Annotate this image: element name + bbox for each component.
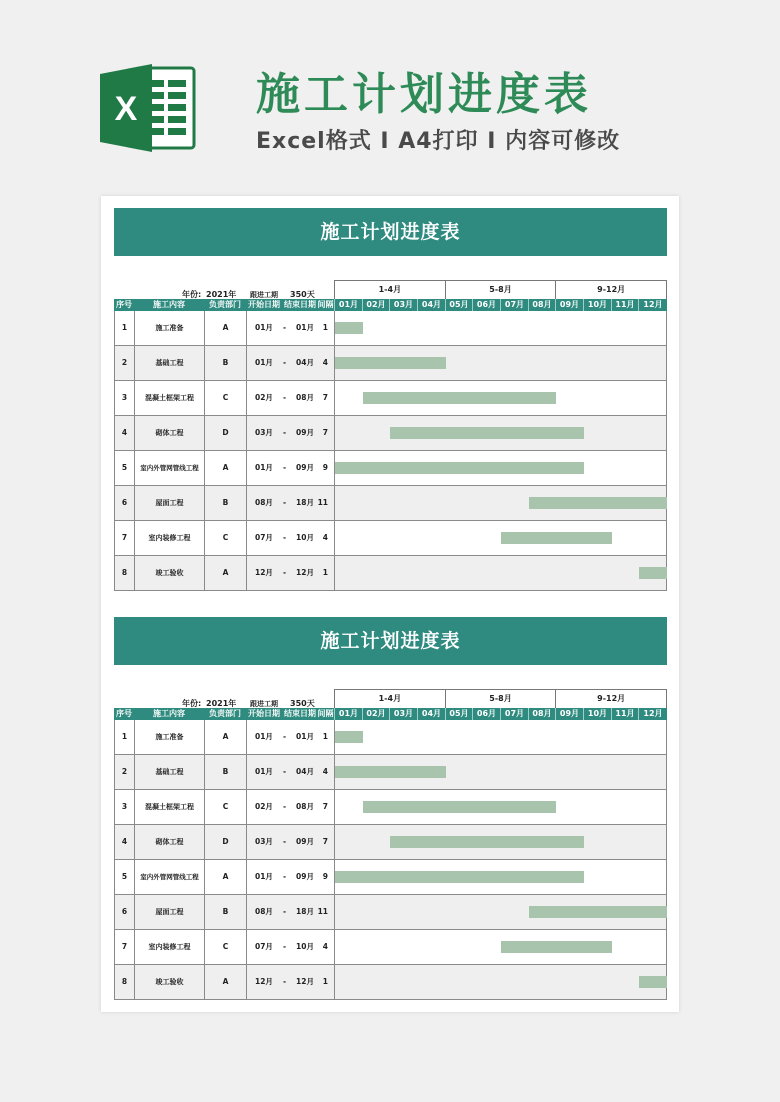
- month-header: 09月: [555, 708, 583, 720]
- task-name: 室内装修工程: [135, 930, 205, 964]
- header-end: 结束日期: [284, 709, 316, 718]
- task-end: 18月: [296, 498, 314, 507]
- header-duration: 间隔: [317, 709, 334, 718]
- header-name: 施工内容: [153, 300, 185, 309]
- task-duration: 4: [322, 533, 328, 542]
- month-header: 11月: [611, 299, 638, 311]
- task-no: 4: [115, 825, 135, 859]
- task-dates: [247, 346, 335, 380]
- month-header: 12月: [638, 299, 667, 311]
- task-dept: C: [205, 521, 247, 555]
- period-cell: 5-8月: [445, 690, 556, 708]
- task-dates: [247, 451, 335, 485]
- period-row: [334, 280, 667, 299]
- gantt-cell: [335, 825, 667, 859]
- task-duration: 1: [322, 568, 328, 577]
- task-end: 10月: [296, 533, 314, 542]
- gantt-cell: [335, 895, 667, 929]
- gantt-bar: [639, 567, 667, 579]
- gantt-cell: [335, 416, 667, 450]
- task-name: 砌体工程: [135, 416, 205, 450]
- month-header: 10月: [583, 299, 611, 311]
- task-dates: [247, 755, 335, 789]
- task-dept: A: [205, 720, 247, 754]
- task-dates: [247, 895, 335, 929]
- gantt-cell: [335, 486, 667, 520]
- hero-title: 施工计划进度表: [256, 69, 592, 120]
- date-separator: -: [283, 767, 287, 776]
- gantt-bar: [390, 836, 584, 848]
- gantt-bar: [335, 357, 446, 369]
- track-value: 350天: [290, 290, 315, 299]
- gantt-bar: [335, 731, 363, 743]
- date-separator: -: [283, 802, 287, 811]
- table-row: [115, 311, 666, 346]
- task-duration: 9: [322, 463, 328, 472]
- date-separator: -: [283, 428, 287, 437]
- header-dept: 负责部门: [209, 300, 241, 309]
- table-row: [115, 930, 666, 965]
- year-label: 年份:: [182, 290, 202, 299]
- period-cell: 1-4月: [378, 694, 402, 703]
- task-duration: 4: [322, 942, 328, 951]
- gantt-cell: [335, 346, 667, 380]
- task-end: 12月: [296, 568, 314, 577]
- task-end: 01月: [296, 323, 314, 332]
- date-separator: -: [283, 568, 287, 577]
- table-row: [115, 486, 666, 521]
- task-no: 2: [115, 755, 135, 789]
- task-start: 01月: [255, 872, 273, 881]
- month-header: 01月: [334, 299, 362, 311]
- period-cell: 9-12月: [555, 281, 666, 299]
- task-duration: 4: [322, 767, 328, 776]
- task-name: 竣工验收: [135, 965, 205, 999]
- task-end: 09月: [296, 428, 314, 437]
- gantt-bar: [363, 801, 557, 813]
- task-start: 07月: [255, 533, 273, 542]
- table-row: [115, 860, 666, 895]
- task-no: 8: [115, 965, 135, 999]
- task-dept: A: [205, 965, 247, 999]
- gantt-cell: [335, 790, 667, 824]
- document-page: [101, 196, 679, 1012]
- task-name: 室内外管网管线工程: [135, 451, 205, 485]
- task-end: 09月: [296, 872, 314, 881]
- gantt-bar: [363, 392, 557, 404]
- task-name: 屋面工程: [135, 486, 205, 520]
- task-duration: 1: [322, 977, 328, 986]
- month-header: 06月: [472, 708, 500, 720]
- task-start: 01月: [255, 463, 273, 472]
- month-header: 07月: [500, 708, 528, 720]
- table-header: [114, 299, 667, 311]
- period-cell: 1-4月: [378, 285, 402, 294]
- hero-header: [0, 0, 780, 190]
- task-no: 1: [115, 720, 135, 754]
- month-header: 05月: [445, 299, 472, 311]
- gantt-bar: [501, 941, 612, 953]
- logo-letter: X: [114, 90, 138, 128]
- task-start: 08月: [255, 907, 273, 916]
- task-dept: B: [205, 895, 247, 929]
- table-row: [115, 755, 666, 790]
- task-start: 08月: [255, 498, 273, 507]
- task-dates: [247, 556, 335, 590]
- date-separator: -: [283, 323, 287, 332]
- task-duration: 7: [322, 393, 328, 402]
- task-dates: [247, 860, 335, 894]
- task-name: 基础工程: [135, 346, 205, 380]
- gantt-cell: [335, 451, 667, 485]
- task-start: 02月: [255, 393, 273, 402]
- task-dates: [247, 965, 335, 999]
- task-dept: C: [205, 381, 247, 415]
- gantt-bar: [335, 871, 584, 883]
- task-end: 08月: [296, 802, 314, 811]
- track-label: 跟进工期: [250, 700, 278, 708]
- gantt-bar: [529, 906, 667, 918]
- month-header: 07月: [500, 299, 528, 311]
- task-name: 混凝土框架工程: [135, 381, 205, 415]
- task-name: 混凝土框架工程: [135, 790, 205, 824]
- task-end: 18月: [296, 907, 314, 916]
- month-header: 01月: [334, 708, 362, 720]
- task-duration: 7: [322, 428, 328, 437]
- date-separator: -: [283, 358, 287, 367]
- table-row: [115, 965, 666, 1000]
- period-cell: 9-12月: [555, 690, 666, 708]
- task-dept: B: [205, 486, 247, 520]
- task-no: 2: [115, 346, 135, 380]
- table-row: [115, 451, 666, 486]
- task-duration: 11: [317, 907, 328, 916]
- track-value: 350天: [290, 699, 315, 708]
- task-dates: [247, 825, 335, 859]
- table-row: [115, 790, 666, 825]
- task-start: 07月: [255, 942, 273, 951]
- excel-logo-icon: [100, 62, 196, 154]
- month-header: 03月: [389, 708, 417, 720]
- month-header: 08月: [528, 708, 555, 720]
- task-duration: 7: [322, 802, 328, 811]
- table-row: [115, 381, 666, 416]
- period-cell: 5-8月: [445, 281, 556, 299]
- gantt-bar: [501, 532, 612, 544]
- task-no: 6: [115, 895, 135, 929]
- table-row: [115, 895, 666, 930]
- task-no: 5: [115, 451, 135, 485]
- task-end: 10月: [296, 942, 314, 951]
- task-start: 01月: [255, 323, 273, 332]
- gantt-cell: [335, 720, 667, 754]
- task-duration: 4: [322, 358, 328, 367]
- gantt-cell: [335, 311, 667, 345]
- table-row: [115, 720, 666, 755]
- task-dates: [247, 486, 335, 520]
- period-row: [334, 689, 667, 708]
- table-row: [115, 416, 666, 451]
- task-name: 施工准备: [135, 720, 205, 754]
- task-no: 6: [115, 486, 135, 520]
- header-start: 开始日期: [248, 709, 280, 718]
- task-dept: D: [205, 416, 247, 450]
- month-header: 10月: [583, 708, 611, 720]
- table-row: [115, 825, 666, 860]
- task-end: 01月: [296, 732, 314, 741]
- task-start: 03月: [255, 428, 273, 437]
- task-dept: A: [205, 860, 247, 894]
- task-name: 室内装修工程: [135, 521, 205, 555]
- task-dates: [247, 790, 335, 824]
- gantt-cell: [335, 930, 667, 964]
- table-row: [115, 521, 666, 556]
- year-value: 2021年: [206, 699, 237, 708]
- task-end: 09月: [296, 837, 314, 846]
- month-header: 02月: [362, 708, 389, 720]
- month-header: 04月: [417, 299, 445, 311]
- task-dates: [247, 521, 335, 555]
- date-separator: -: [283, 977, 287, 986]
- task-end: 08月: [296, 393, 314, 402]
- hero-subtitle: Excel格式 I A4打印 I 内容可修改: [256, 129, 621, 154]
- task-dept: D: [205, 825, 247, 859]
- task-start: 01月: [255, 358, 273, 367]
- task-end: 09月: [296, 463, 314, 472]
- track-label: 跟进工期: [250, 291, 278, 299]
- table-row: [115, 346, 666, 381]
- task-dates: [247, 930, 335, 964]
- table-row: [115, 556, 666, 591]
- task-table: [114, 311, 667, 591]
- task-duration: 11: [317, 498, 328, 507]
- task-dates: [247, 311, 335, 345]
- gantt-cell: [335, 381, 667, 415]
- header-duration: 间隔: [317, 300, 334, 309]
- gantt-cell: [335, 556, 667, 590]
- date-separator: -: [283, 533, 287, 542]
- task-dept: B: [205, 755, 247, 789]
- gantt-bar: [335, 322, 363, 334]
- month-header: 09月: [555, 299, 583, 311]
- month-header: 12月: [638, 708, 667, 720]
- task-table: [114, 720, 667, 1000]
- task-no: 8: [115, 556, 135, 590]
- gantt-bar: [529, 497, 667, 509]
- task-duration: 1: [322, 323, 328, 332]
- task-no: 7: [115, 521, 135, 555]
- month-header: 03月: [389, 299, 417, 311]
- month-header: 02月: [362, 299, 389, 311]
- task-end: 04月: [296, 767, 314, 776]
- task-name: 屋面工程: [135, 895, 205, 929]
- header-no: 序号: [116, 709, 132, 718]
- task-start: 12月: [255, 568, 273, 577]
- date-separator: -: [283, 732, 287, 741]
- date-separator: -: [283, 837, 287, 846]
- task-name: 基础工程: [135, 755, 205, 789]
- task-end: 04月: [296, 358, 314, 367]
- header-end: 结束日期: [284, 300, 316, 309]
- task-dept: A: [205, 451, 247, 485]
- month-header: 05月: [445, 708, 472, 720]
- header-name: 施工内容: [153, 709, 185, 718]
- task-dept: B: [205, 346, 247, 380]
- task-dates: [247, 720, 335, 754]
- header-start: 开始日期: [248, 300, 280, 309]
- month-header: 04月: [417, 708, 445, 720]
- task-start: 03月: [255, 837, 273, 846]
- gantt-bar: [390, 427, 584, 439]
- date-separator: -: [283, 498, 287, 507]
- task-end: 12月: [296, 977, 314, 986]
- sheet-banner: 施工计划进度表: [114, 617, 667, 665]
- task-name: 竣工验收: [135, 556, 205, 590]
- year-value: 2021年: [206, 290, 237, 299]
- task-duration: 9: [322, 872, 328, 881]
- task-no: 1: [115, 311, 135, 345]
- month-header: 08月: [528, 299, 555, 311]
- task-dept: A: [205, 556, 247, 590]
- date-separator: -: [283, 907, 287, 916]
- header-dept: 负责部门: [209, 709, 241, 718]
- task-no: 5: [115, 860, 135, 894]
- task-start: 02月: [255, 802, 273, 811]
- gantt-cell: [335, 965, 667, 999]
- task-start: 12月: [255, 977, 273, 986]
- task-no: 4: [115, 416, 135, 450]
- gantt-cell: [335, 755, 667, 789]
- date-separator: -: [283, 393, 287, 402]
- task-name: 室内外管网管线工程: [135, 860, 205, 894]
- task-start: 01月: [255, 767, 273, 776]
- task-name: 砌体工程: [135, 825, 205, 859]
- task-duration: 7: [322, 837, 328, 846]
- task-dept: A: [205, 311, 247, 345]
- task-name: 施工准备: [135, 311, 205, 345]
- month-header: 11月: [611, 708, 638, 720]
- year-label: 年份:: [182, 699, 202, 708]
- gantt-cell: [335, 521, 667, 555]
- gantt-bar: [335, 462, 584, 474]
- date-separator: -: [283, 872, 287, 881]
- header-no: 序号: [116, 300, 132, 309]
- date-separator: -: [283, 942, 287, 951]
- gantt-cell: [335, 860, 667, 894]
- task-dates: [247, 416, 335, 450]
- task-dept: C: [205, 790, 247, 824]
- task-dept: C: [205, 930, 247, 964]
- month-header: 06月: [472, 299, 500, 311]
- task-duration: 1: [322, 732, 328, 741]
- task-dates: [247, 381, 335, 415]
- table-header: [114, 708, 667, 720]
- gantt-bar: [335, 766, 446, 778]
- sheet-banner: 施工计划进度表: [114, 208, 667, 256]
- gantt-bar: [639, 976, 667, 988]
- date-separator: -: [283, 463, 287, 472]
- task-no: 7: [115, 930, 135, 964]
- task-no: 3: [115, 381, 135, 415]
- task-no: 3: [115, 790, 135, 824]
- task-start: 01月: [255, 732, 273, 741]
